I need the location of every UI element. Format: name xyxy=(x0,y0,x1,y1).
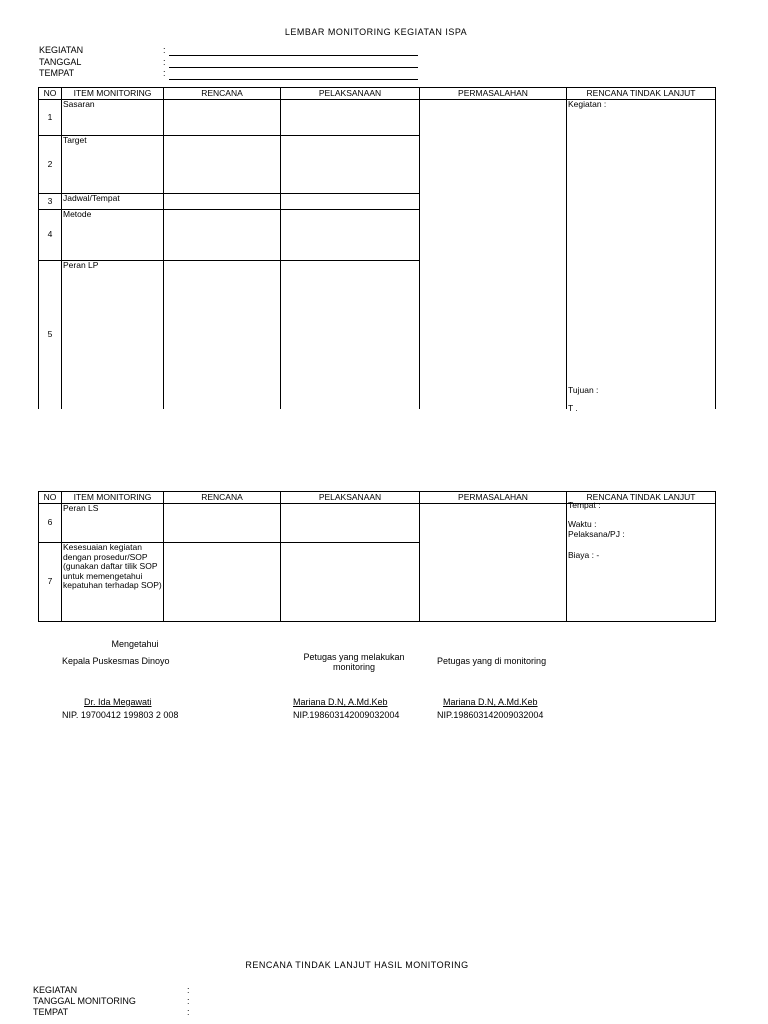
row-pelaksanaan-cell[interactable] xyxy=(281,210,420,261)
monitoring-table-1 xyxy=(38,87,716,413)
row-pelaksanaan-cell[interactable] xyxy=(281,136,420,194)
rtl-biaya-label: Biaya : - xyxy=(568,550,600,560)
field-line-tempat[interactable] xyxy=(169,79,418,80)
header-rencana: RENCANA xyxy=(164,492,281,504)
row-pelaksanaan-cell[interactable] xyxy=(281,261,420,409)
permasalahan-cell[interactable] xyxy=(420,100,567,409)
row-rencana-cell[interactable] xyxy=(164,136,281,194)
petugas-monitoring-title: Petugas yang melakukan monitoring xyxy=(303,652,405,672)
petugas-dimonitoring-name: Mariana D.N, A.Md.Keb xyxy=(443,697,538,707)
rtl-tujuan-label: Tujuan : xyxy=(568,385,599,395)
monitoring-table-2 xyxy=(38,491,716,622)
header-no: NO xyxy=(39,492,62,504)
table-row xyxy=(39,100,716,136)
field-label-tempat: TEMPAT xyxy=(33,1007,69,1017)
row-no: 5 xyxy=(39,261,62,409)
row-no: 4 xyxy=(39,210,62,261)
field-sep: : xyxy=(163,45,166,55)
rtl-pelaksana-label: Pelaksana/PJ : xyxy=(568,529,625,539)
petugas-monitoring-name: Mariana D.N, A.Md.Keb xyxy=(293,697,388,707)
row-item: Sasaran xyxy=(62,100,164,136)
row-rencana-cell[interactable] xyxy=(164,194,281,210)
field-sep: : xyxy=(187,985,190,995)
field-sep: : xyxy=(163,57,166,67)
rtl-page-title: RENCANA TINDAK LANJUT HASIL MONITORING xyxy=(245,960,469,970)
table-header-row xyxy=(39,88,716,100)
rtl-tempat-label: Tempat : xyxy=(568,500,601,510)
field-sep: : xyxy=(163,68,166,78)
kepala-name: Dr. Ida Megawati xyxy=(84,697,152,707)
rtl-waktu-label: Waktu : xyxy=(568,519,597,529)
field-label-tanggal: TANGGAL xyxy=(39,57,82,67)
row-rencana-cell[interactable] xyxy=(164,100,281,136)
header-rtl: RENCANA TINDAK LANJUT xyxy=(567,492,716,504)
field-line-tanggal[interactable] xyxy=(169,67,418,68)
row-item: Peran LS xyxy=(62,504,164,543)
row-rencana-cell[interactable] xyxy=(164,543,281,622)
header-no: NO xyxy=(39,88,62,100)
row-item: Metode xyxy=(62,210,164,261)
header-item: ITEM MONITORING xyxy=(62,492,164,504)
rtl-cutoff-text: T . xyxy=(568,403,578,413)
petugas-dimonitoring-title: Petugas yang di monitoring xyxy=(437,656,547,666)
row-no: 2 xyxy=(39,136,62,194)
row-item: Jadwal/Tempat xyxy=(62,194,164,210)
header-permasalahan: PERMASALAHAN xyxy=(420,492,567,504)
table-row xyxy=(39,504,716,543)
header-pelaksanaan: PELAKSANAAN xyxy=(281,492,420,504)
header-item: ITEM MONITORING xyxy=(62,88,164,100)
row-item: Kesesuaian kegiatan dengan prosedur/SOP (gunakan daftar tilik SOP untuk memengetahui kepatuhan terhadap SOP) xyxy=(62,543,164,622)
petugas-dimonitoring-nip: NIP.198603142009032004 xyxy=(437,710,544,720)
rtl-kegiatan-label: Kegiatan : xyxy=(568,99,607,109)
row-item: Target xyxy=(62,136,164,194)
row-no: 3 xyxy=(39,194,62,210)
row-rencana-cell[interactable] xyxy=(164,261,281,409)
field-label-tanggal-monitoring: TANGGAL MONITORING xyxy=(33,996,136,1006)
field-label-tempat: TEMPAT xyxy=(39,68,75,78)
permasalahan-cell[interactable] xyxy=(420,504,567,622)
rtl-cell[interactable] xyxy=(567,500,716,622)
row-pelaksanaan-cell[interactable] xyxy=(281,504,420,543)
header-pelaksanaan: PELAKSANAAN xyxy=(281,88,420,100)
header-rencana: RENCANA xyxy=(164,88,281,100)
rtl-cell[interactable] xyxy=(567,99,716,413)
row-no: 6 xyxy=(39,504,62,543)
kepala-nip: NIP. 19700412 199803 2 008 xyxy=(62,710,179,720)
field-label-kegiatan: KEGIATAN xyxy=(39,45,84,55)
field-line-kegiatan[interactable] xyxy=(169,55,418,56)
row-pelaksanaan-cell[interactable] xyxy=(281,100,420,136)
row-item: Peran LP xyxy=(62,261,164,409)
mengetahui-label: Mengetahui xyxy=(111,639,159,649)
table-header-row xyxy=(39,492,716,504)
page-title: LEMBAR MONITORING KEGIATAN ISPA xyxy=(284,27,468,37)
field-label-kegiatan: KEGIATAN xyxy=(33,985,78,995)
row-rencana-cell[interactable] xyxy=(164,504,281,543)
row-rencana-cell[interactable] xyxy=(164,210,281,261)
header-permasalahan: PERMASALAHAN xyxy=(420,88,567,100)
row-no: 1 xyxy=(39,100,62,136)
field-sep: : xyxy=(187,996,190,1006)
field-sep: : xyxy=(187,1007,190,1017)
petugas-monitoring-nip: NIP.198603142009032004 xyxy=(293,710,400,720)
kepala-title: Kepala Puskesmas Dinoyo xyxy=(62,656,170,666)
header-rtl: RENCANA TINDAK LANJUT xyxy=(567,88,716,100)
row-pelaksanaan-cell[interactable] xyxy=(281,194,420,210)
row-pelaksanaan-cell[interactable] xyxy=(281,543,420,622)
row-no: 7 xyxy=(39,543,62,622)
